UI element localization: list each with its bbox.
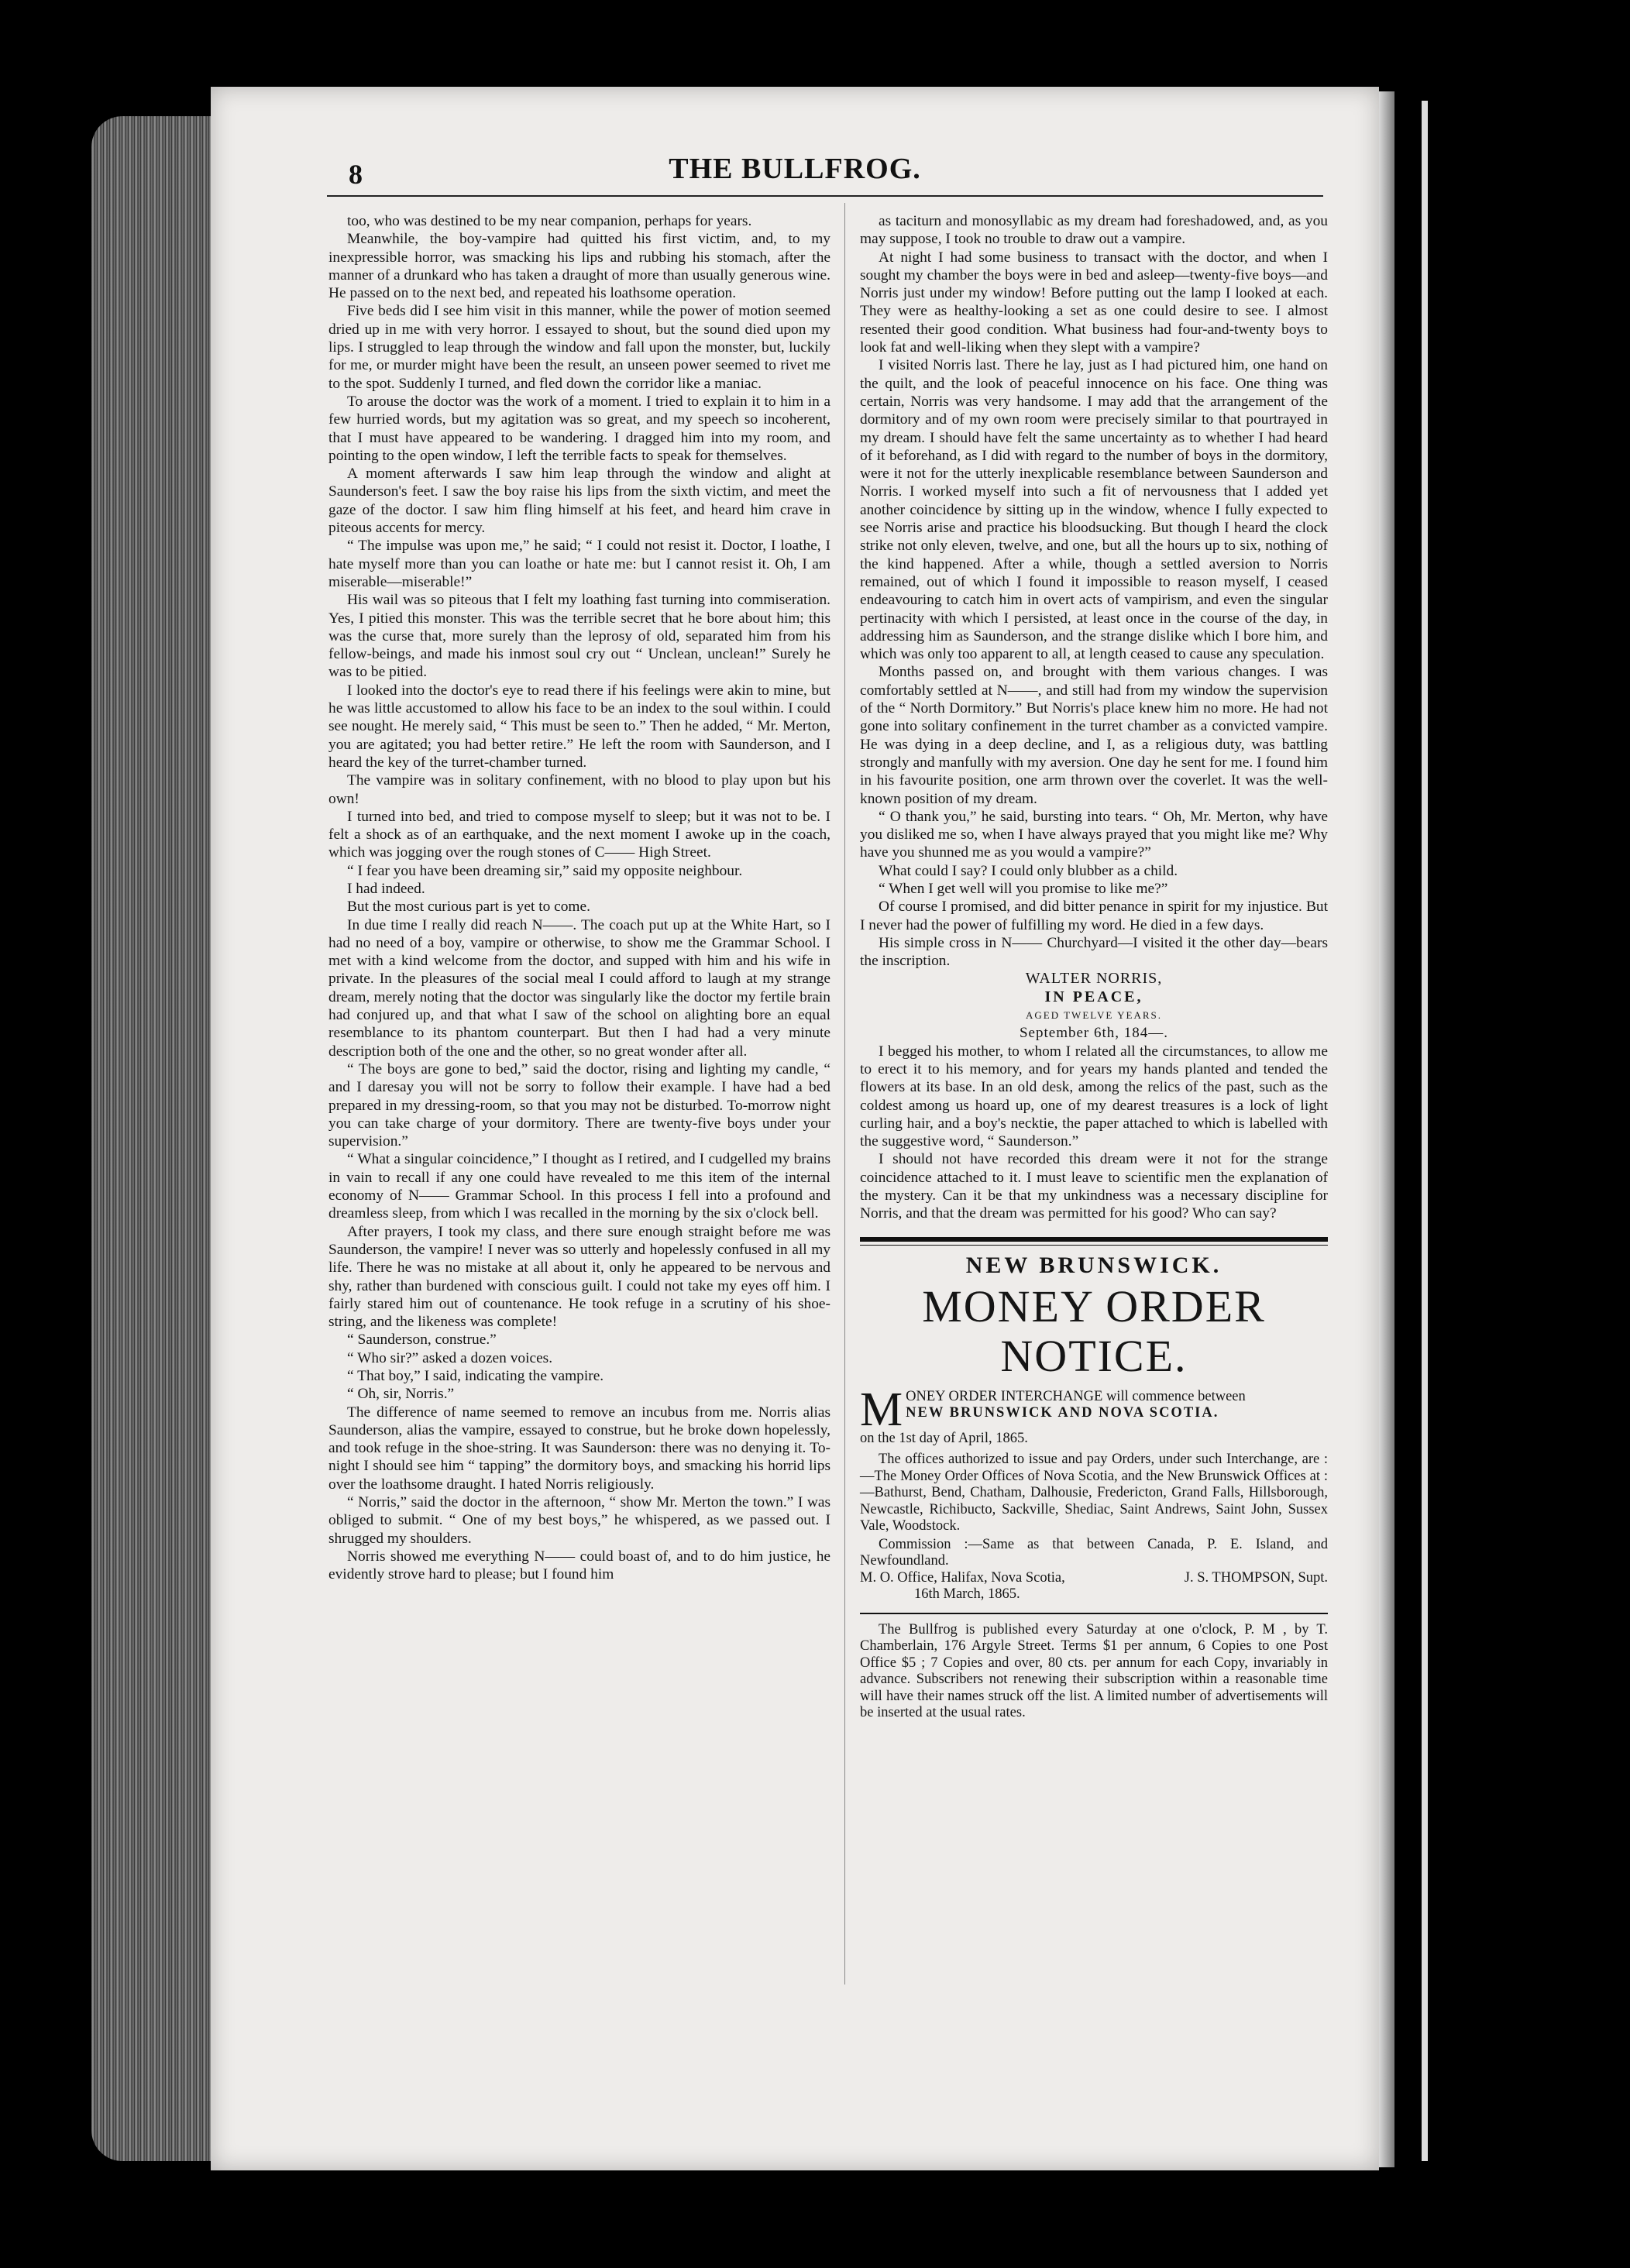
article-paragraph: “ Who sir?” asked a dozen voices. [347,1349,553,1366]
article-paragraph: “ What a singular coincidence,” I thought as I retired, and I cudgelled my brains in vain to recall if any one could have revealed to me this item of the internal economy of N—— Grammar School. In this process I fell into a profound and dreamless sleep, from which I was recalled in the morning by the six o'clock bell. [328,1151,830,1222]
publisher-rule [860,1613,1328,1614]
money-order-notice [860,1252,1328,1603]
article-paragraph: After prayers, I took my class, and there sure enough straight before me was Saunderson, the vampire! I never was so utterly and hopelessly confused in all my life. There he was no mistake at all about it, only he appeared to be nervous and shy, rather than burdened with conscious guilt. I could not take my eyes off him. I fairly stared him out of countenance. He took refuge in a scrutiny of his shoe-string, and the likeness was complete! [328,1223,830,1331]
article-paragraph: “ The boys are gone to bed,” said the doctor, rising and lighting my candle, “ and I daresay you will not be sorry to follow their example. I have had a bed prepared in my dressing-room, so that you may not be disturbed. To-morrow night you can take charge of your dormitory. There are twenty-five boys under your supervision.” [328,1060,830,1150]
article-paragraph: Norris showed me everything N—— could boast of, and to do him justice, he evidently strove hard to please; but I found him [328,1548,830,1583]
article-paragraph: But the most curious part is yet to come. [347,899,590,916]
article-paragraph: as taciturn and monosyllabic as my dream had foreshadowed, and, as you may suppose, I took no trouble to draw out a vampire. [860,213,1328,248]
book-page-edges [91,116,217,2161]
article-paragraph: In due time I really did reach N——. The coach put up at the White Hart, so I had no need of a boy, vampire or otherwise, to show me the Grammar School. I met with a kind welcome from the doctor, and supped with him and his wife in private. In the pleasures of the social meal I could afford to laugh at my strange dream, merely noting that the doctor was singularly like the doctor my fertile brain had conjured up, and that what I saw of the school on alighting bore an equal resemblance to its phantom counterpart. But then I had had a very minute description both of the one and the other, so no great wonder after all. [328,916,830,1060]
article-paragraph: Five beds did I see him visit in this manner, while the power of motion seemed dried up in me with very horror. I essayed to shout, but the sound died upon my lips. I struggled to leap through the window and fall upon the monster, but, luckily for me, or murder might have been the result, an unseen power seemed to rivet me to the spot. Suddenly I turned, and fled down the corridor like a maniac. [328,303,830,392]
page-right-edge [1379,91,1394,2167]
article-paragraph: too, who was destined to be my near companion, perhaps for years. [347,213,752,229]
article-paragraph: What could I say? I could only blubber as a child. [879,862,1178,879]
notice-date-line: on the 1st day of April, 1865. [860,1430,1028,1446]
header-rule [327,195,1323,197]
notice-office-block [860,1570,1328,1603]
article-paragraph: The difference of name seemed to remove an incubus from me. Norris alias Saunderson, alias the vampire, essayed to construe, but he broke down hopelessly, and took refuge in the shoe-string. It was Saunderson: there was no denying it. To-night I should see him “ tapping” the dormitory boys, and smacking his horrid lips over the loathsome draught. I hated Norris religiously. [328,1404,830,1493]
binding-edge [1422,101,1428,2161]
article-paragraph: His simple cross in N—— Churchyard—I visited it the other day—bears the inscription. [860,934,1328,970]
publisher-notice: The Bullfrog is published every Saturday at one o'clock, P. M , by T. Chamberlain, 176 Argyle Street. Terms $1 per annum, 6 Copies to one Post Office $5 ; 7 Copies and over, 80 cts. per annum for each Copy, invariably in advance. Subscribers not renewing their subscription within a reasonable time will have their names struck off the list. A limited number of advertisements will be inserted at the usual rates. [860,1621,1328,1721]
article-paragraph: A moment afterwards I saw him leap through the window and alight at Saunderson's feet. I saw the boy raise his lips from the sixth victim, and meet the gaze of the doctor. I saw him fling himself at his feet, and heard him crave in piteous accents for mercy. [328,466,830,537]
article-paragraph: I should not have recorded this dream were it not for the strange coincidence attached to it. I must leave to scientific men the explanation of the mystery. Can it be that my unkindness was a necessary discipline for Norris, and that the dream was permitted for his good? Who can say? [860,1151,1328,1222]
section-rule-thick [860,1237,1328,1242]
column-divider [844,203,845,1984]
notice-office-line1: M. O. Office, Halifax, Nova Scotia, [860,1569,1065,1586]
article-paragraph: “ O thank you,” he said, bursting into tears. “ Oh, Mr. Merton, why have you disliked me so, when I have always prayed that you might like me? Why have you shunned me as you would a vampire?” [860,808,1328,861]
article-paragraph: “ Norris,” said the doctor in the afternoon, “ show Mr. Merton the town.” I was obliged to submit. “ One of my best boys,” he whispered, as we passed out. I shrugged my shoulders. [328,1494,830,1547]
article-paragraph: “ Saunderson, construe.” [347,1332,497,1349]
article-paragraph: “ The impulse was upon me,” he said; “ I could not resist it. Doctor, I loathe, I hate myself more than you can loathe or hate me: but I cannot resist it. Oh, I am miserable—miserable!” [328,538,830,590]
section-rule-thin [860,1245,1328,1246]
notice-body: The offices authorized to issue and pay Orders, under such Interchange, are :—The Money Order Offices of Nova Scotia, and the New Brunswick Offices at :—Bathurst, Bend, Chatham, Dalhousie, Fredericton, Grand Falls, Hillsborough, Newcastle, Richibucto, Sackville, Shediac, Saint Andrews, Saint John, Sussex Vale, Woodstock. [860,1452,1328,1534]
article-paragraph: Months passed on, and brought with them various changes. I was comfortably settled at N——, and still had from my window the supervision of the “ North Dormitory.” But Norris's place knew him no more. He had not gone into solitary confinement in the turret chamber as a convicted vampire. He was dying in a deep decline, and I, as a religious duty, was battling strongly and manfully with my aversion. One day he sent for me. I found him in his favourite position, one arm thrown over the coverlet. It was the well-known position of my dream. [860,664,1328,807]
notice-lead-text: ONEY ORDER INTERCHANGE will commence between [906,1388,1246,1404]
article-paragraph: At night I had some business to transact with the doctor, and when I sought my chamber the boys were in bed and asleep—twenty-five boys—and Norris just under my window! Before putting out the lamp I looked at each. They were as healthy-looking a set as one could desire to see. I almost resented their good condition. What business had four-and-twenty boys to look fat and well-liking when they slept with a vampire? [860,249,1328,356]
article-paragraph: “ That boy,” I said, indicating the vampire. [347,1368,604,1384]
notice-provinces: NEW BRUNSWICK AND NOVA SCOTIA. [906,1405,1219,1421]
epitaph-name: WALTER NORRIS, [1025,970,1163,988]
article-paragraph: I turned into bed, and tried to compose myself to sleep; but it was not to be. I felt a shock as of an earthquake, and the next moment I awoke up in the coach, which was jogging over the rough stones of C—— High Street. [328,808,830,861]
notice-lead [860,1383,1328,1448]
article-paragraph: “ When I get well will you promise to like me?” [879,880,1168,897]
article-paragraph: I begged his mother, to whom I related all the circumstances, to allow me to erect it to his memory, and for years my hands planted and tended the flowers at its base. In an old desk, among the relics of the past, such as the coldest among us hoard up, one of my dearest treasures is a lock of light curling hair, and a boy's necktie, the paper attached to which is labelled with the suggestive word, “ Saunderson.” [860,1043,1328,1150]
article-paragraph: I visited Norris last. There he lay, just as I had pictured him, one hand on the quilt, and the look of peaceful innocence on his face. One thing was certain, Norris was very handsome. I may add that the arrangement of the dormitory and of my own room were precisely similar to that pourtrayed in my dream. I should have felt the same uncertainty as to whether I had heard of it beforehand, as I did with regard to the number of boys in the dormitory, were it not for the utterly inexplicable resemblance between Saunderson and Norris. I worked myself into such a fit of nervousness that I added yet another coincidence by sitting up in the window, whence I fully expected to see Norris arise and practice his bloodsucking. But though I heard the clock strike not only eleven, twelve, and one, but all the hours up to six, nothing of the kind happened. After a while, though a settled aversion to Norris remained, out of which I found it impossible to reason myself, I ceased endeavouring to catch him in overt acts of vampirism, and even the singular pertinacity with which I persisted, at least once in the course of the day, in addressing him as Saunderson, and the strange dislike which I bore him, and which was only too apparent to all, at length ceased to cause any speculation. [860,357,1328,663]
right-column [860,212,1328,1722]
notice-commission: Commission :—Same as that between Canada, P. E. Island, and Newfoundland. [860,1536,1328,1569]
article-paragraph: The vampire was in solitary confinement, with no blood to play upon but his own! [328,772,830,807]
article-paragraph: “ I fear you have been dreaming sir,” said my opposite neighbour. [347,862,743,879]
notice-region: NEW BRUNSWICK. [965,1252,1222,1278]
article-paragraph: Meanwhile, the boy-vampire had quitted his first victim, and, to my inexpressible horror, was smacking his lips and rubbing his stomach, after the manner of a drunkard who has taken a draught of more than usually generous wine. He passed on to the next bed, and repeated his loathsome operation. [328,231,830,302]
story-continuation [860,212,1328,970]
page-number: 8 [349,159,363,190]
article-paragraph: I had indeed. [347,880,425,897]
notice-office-line2: 16th March, 1865. [914,1586,1020,1603]
newspaper-page [211,87,1379,2170]
article-paragraph: To arouse the doctor was the work of a moment. I tried to explain it to him in a few hurried words, but my agitation was so great, and my speech so incoherent, that I must have appeared to be wandering. I dragged him into my room, and pointing to the open window, I left the terrible facts to speak for themselves. [328,393,830,464]
article-paragraph: “ Oh, sir, Norris.” [347,1386,455,1403]
article-paragraph: His wail was so piteous that I felt my loathing fast turning into commiseration. Yes, I pitied this monster. This was the terrible secret that he bore about him; this was the curse that, more surely than the leprosy of old, separated him from his fellow-beings, and made his inmost soul cry out “ Unclean, unclean!” Surely he was to be pitied. [328,592,830,681]
notice-title: MONEY ORDER NOTICE. [922,1280,1266,1381]
notice-signature: J. S. THOMPSON, Supt. [1184,1569,1328,1586]
article-paragraph: Of course I promised, and did bitter penance in spirit for my injustice. But I never had the power of fulfilling my word. He died in a few days. [860,899,1328,933]
notice-dropcap: M [860,1383,903,1436]
article-paragraph: I looked into the doctor's eye to read there if his feelings were akin to mine, but he was little accustomed to allow his face to be an index to the soul within. I could see nought. He merely said, “ This must be seen to.” Then he added, “ Mr. Merton, you are agitated; you had better retire.” He left the room with Saunderson, and I heard the key of the turret-chamber turned. [328,682,830,771]
story-ending [860,1043,1328,1223]
left-column [328,212,830,1584]
epitaph-date: September 6th, 184—. [1019,1025,1169,1042]
epitaph-age: AGED TWELVE YEARS. [1026,1009,1162,1022]
masthead-title: THE BULLFROG. [669,153,921,185]
epitaph-peace: IN PEACE, [1044,988,1143,1005]
